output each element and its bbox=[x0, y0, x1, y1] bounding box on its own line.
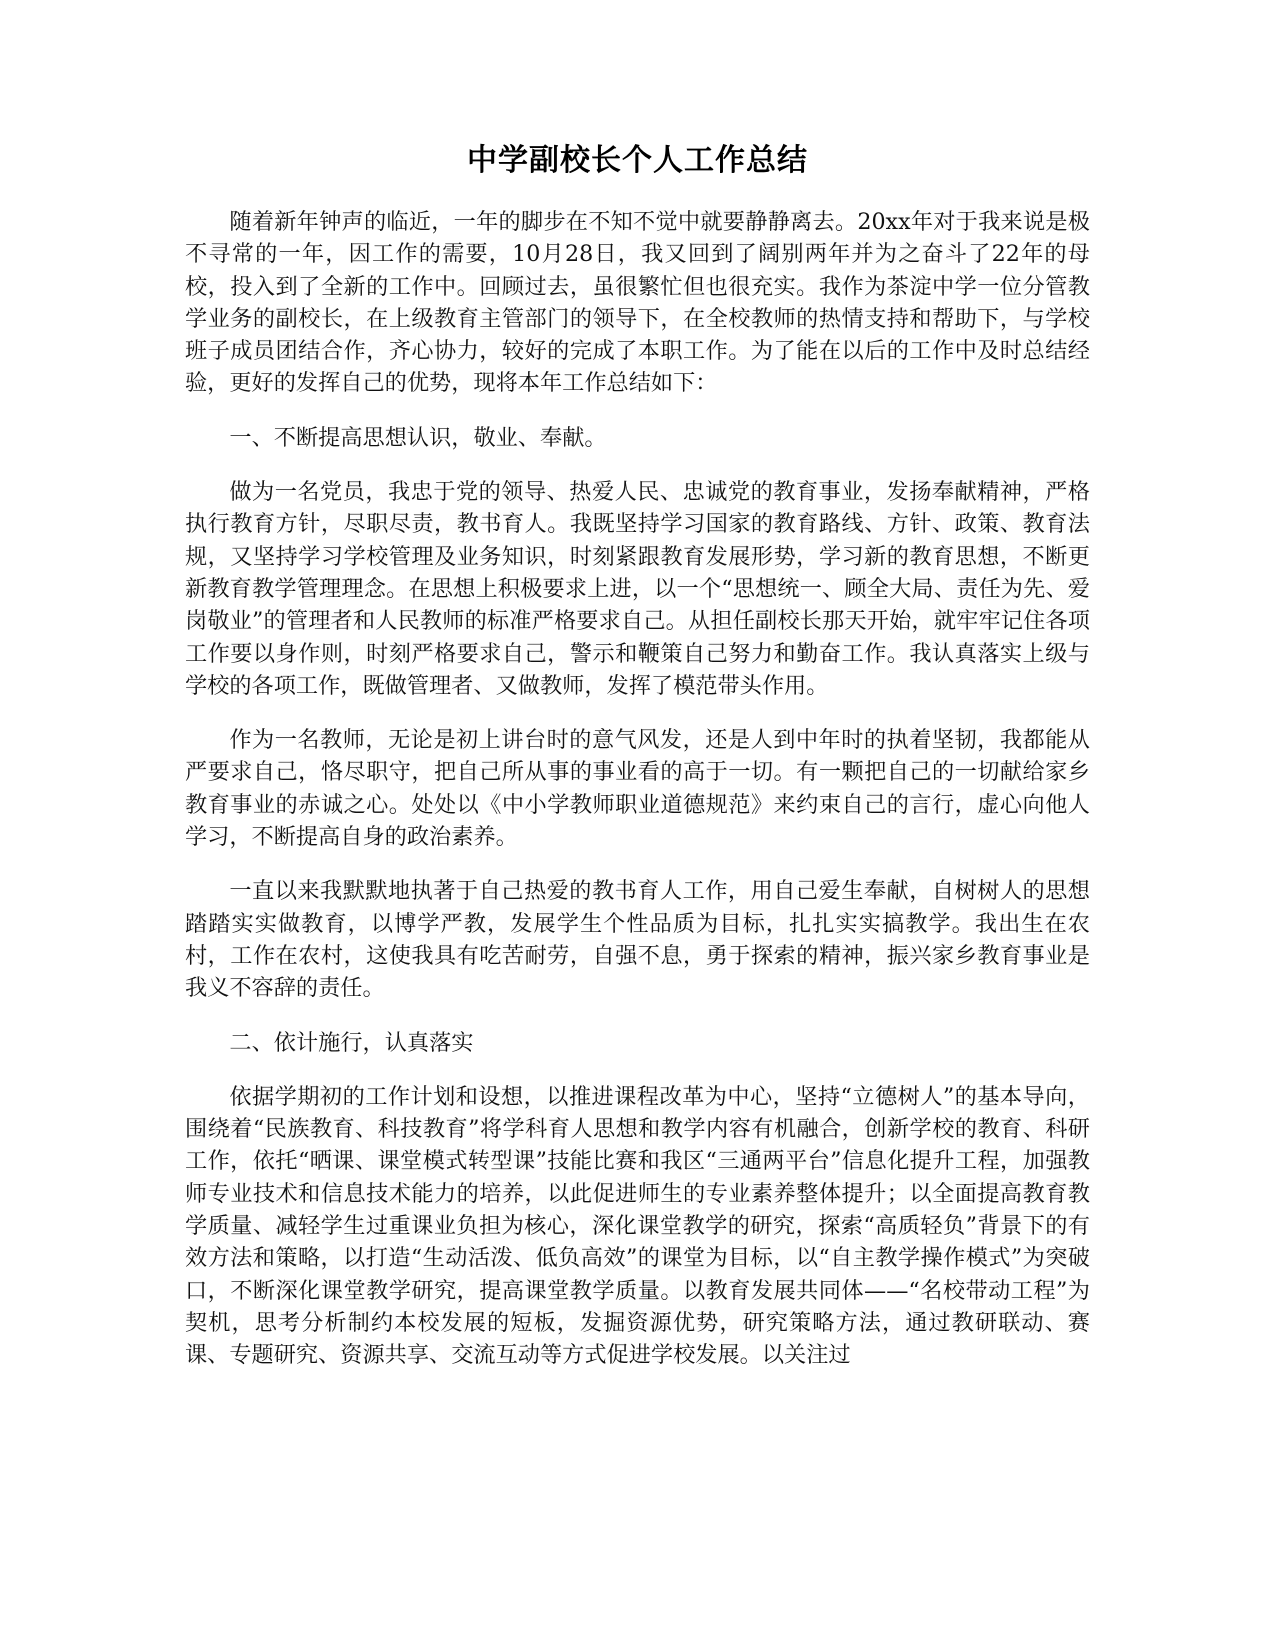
intro-paragraph: 随着新年钟声的临近，一年的脚步在不知不觉中就要静静离去。20xx年对于我来说是极不寻常的一年，因工作的需要，10月28日，我又回到了阔别两年并为之奋斗了22年的母校，投入到了全新的工作中。回顾过去，虽很繁忙但也很充实。我作为茶淀中学一位分管教学业务的副校长，在上级教育主管部门的领导下，在全校教师的热情支持和帮助下，与学校班子成员团结合作，齐心协力，较好的完成了本职工作。为了能在以后的工作中及时总结经验，更好的发挥自己的优势，现将本年工作总结如下： bbox=[185, 209, 1090, 397]
body-paragraph: 作为一名教师，无论是初上讲台时的意气风发，还是人到中年时的执着坚韧，我都能从严要求自己，恪尽职守，把自己所从事的事业看的高于一切。有一颗把自己的一切献给家乡教育事业的赤诚之心。处处以《中小学教师职业道德规范》来约束自己的言行，虚心向他人学习，不断提高自身的政治素养。 bbox=[185, 727, 1090, 851]
body-paragraph: 一直以来我默默地执著于自己热爱的教书育人工作，用自己爱生奉献，自树树人的思想踏踏实实做教育，以博学严教，发展学生个性品质为目标，扎扎实实搞教学。我出生在农村，工作在农村，这使我具有吃苦耐劳，自强不息，勇于探索的精神，振兴家乡教育事业是我义不容辞的责任。 bbox=[185, 878, 1090, 1002]
section-heading-2: 二、依计施行，认真落实 bbox=[229, 1029, 474, 1056]
body-paragraph: 依据学期初的工作计划和设想，以推进课程改革为中心，坚持“立德树人”的基本导向，围绕着“民族教育、科技教育”将学科育人思想和教学内容有机融合，创新学校的教育、科研工作，依托“晒课、课堂模式转型课”技能比赛和我区“三通两平台”信息化提升工程，加强教师专业技术和信息技术能力的培养，以此促进师生的专业素养整体提升；以全面提高教育教学质量、减轻学生过重课业负担为核心，深化课堂教学的研究，探索“高质轻负”背景下的有效方法和策略，以打造“生动活泼、低负高效”的课堂为目标，以“自主教学操作模式”为突破口，不断深化课堂教学研究，提高课堂教学质量。以教育发展共同体——“名校带动工程”为契机，思考分析制约本校发展的短板，发掘资源优势，研究策略方法，通过教研联动、赛课、专题研究、资源共享、交流互动等方式促进学校发展。以关注过 bbox=[185, 1083, 1090, 1369]
body-paragraph: 做为一名党员，我忠于党的领导、热爱人民、忠诚党的教育事业，发扬奉献精神，严格执行教育方针，尽职尽责，教书育人。我既坚持学习国家的教育路线、方针、政策、教育法规，又坚持学习学校管理及业务知识，时刻紧跟教育发展形势，学习新的教育思想，不断更新教育教学管理理念。在思想上积极要求上进，以一个“思想统一、顾全大局、责任为先、爱岗敬业”的管理者和人民教师的标准严格要求自己。从担任副校长那天开始，就牢牢记住各项工作要以身作则，时刻严格要求自己，警示和鞭策自己努力和勤奋工作。我认真落实上级与学校的各项工作，既做管理者、又做教师，发挥了模范带头作用。 bbox=[185, 479, 1090, 699]
section-heading-1: 一、不断提高思想认识，敬业、奉献。 bbox=[229, 424, 607, 451]
document-page bbox=[185, 140, 1090, 1394]
document-title: 中学副校长个人工作总结 bbox=[467, 143, 808, 178]
